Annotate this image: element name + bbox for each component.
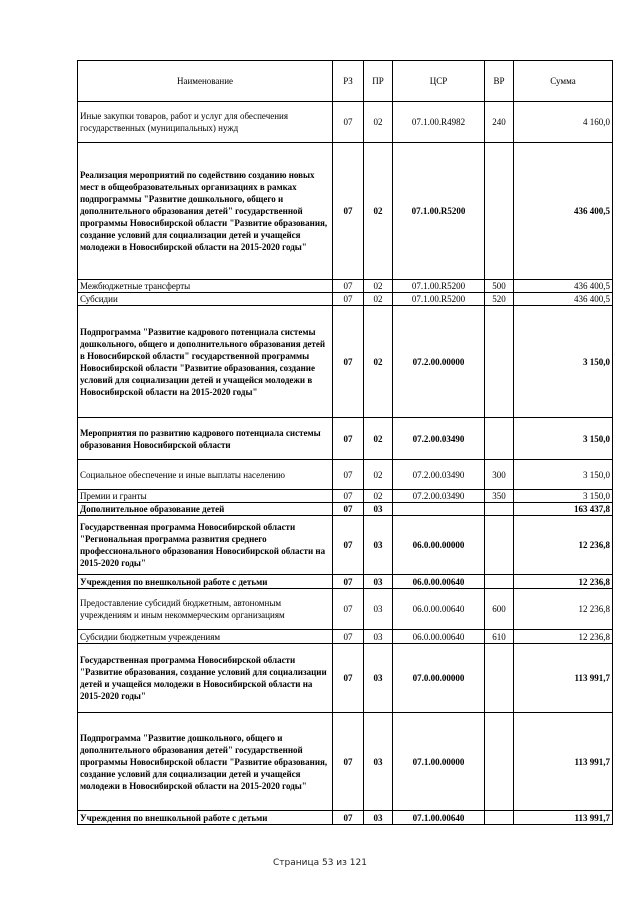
cell-pr: 02 (364, 143, 393, 280)
cell-csr: 07.2.00.03490 (393, 460, 485, 490)
cell-rz: 07 (333, 418, 364, 460)
cell-name: Премии и гранты (78, 490, 333, 503)
cell-vr (485, 713, 514, 811)
cell-name: Реализация мероприятий по содействию созданию новых мест в общеобразовательных организациях в рамках подпрограммы "Развитие дошкольного, общего и дополнительного образования детей" государственной программы Новосибирской области "Развитие образования, создание условий для социализации детей и учащейся молодежи в Новосибирской области на 2015-2020 годы" (78, 143, 333, 280)
table-row (78, 143, 613, 280)
cell-csr: 06.0.00.00640 (393, 630, 485, 644)
cell-name: Предоставление субсидий бюджетным, автономным учреждениям и иным некоммерческим организациям (78, 589, 333, 630)
cell-csr: 07.0.00.00000 (393, 644, 485, 713)
cell-sum: 3 150,0 (514, 460, 613, 490)
cell-sum: 3 150,0 (514, 490, 613, 503)
cell-pr: 03 (364, 811, 393, 825)
cell-csr: 07.2.00.03490 (393, 490, 485, 503)
cell-rz: 07 (333, 516, 364, 575)
cell-csr: 07.1.00.R5200 (393, 143, 485, 280)
cell-rz: 07 (333, 460, 364, 490)
cell-csr: 07.1.00.00000 (393, 713, 485, 811)
cell-vr (485, 418, 514, 460)
cell-vr (485, 575, 514, 589)
cell-name: Социальное обеспечение и иные выплаты населению (78, 460, 333, 490)
cell-sum: 436 400,5 (514, 293, 613, 306)
header-csr: ЦСР (393, 61, 485, 102)
cell-pr: 02 (364, 306, 393, 418)
table-header-row (78, 61, 613, 102)
cell-vr (485, 644, 514, 713)
cell-rz: 07 (333, 811, 364, 825)
table-row (78, 644, 613, 713)
cell-pr: 02 (364, 460, 393, 490)
cell-sum: 12 236,8 (514, 630, 613, 644)
cell-csr: 07.2.00.03490 (393, 418, 485, 460)
budget-table (77, 60, 613, 825)
table-row (78, 713, 613, 811)
cell-pr: 02 (364, 293, 393, 306)
page-number: Страница 53 из 121 (273, 858, 367, 868)
table-row (78, 589, 613, 630)
cell-sum: 436 400,5 (514, 143, 613, 280)
cell-name: Субсидии (78, 293, 333, 306)
cell-rz: 07 (333, 280, 364, 293)
cell-vr (485, 503, 514, 516)
table-row (78, 418, 613, 460)
cell-name: Мероприятия по развитию кадрового потенциала системы образования Новосибирской области (78, 418, 333, 460)
cell-pr: 02 (364, 418, 393, 460)
cell-pr: 02 (364, 102, 393, 143)
table-row (78, 293, 613, 306)
cell-rz: 07 (333, 575, 364, 589)
cell-sum: 113 991,7 (514, 811, 613, 825)
cell-pr: 03 (364, 644, 393, 713)
cell-pr: 03 (364, 575, 393, 589)
cell-rz: 07 (333, 143, 364, 280)
cell-sum: 113 991,7 (514, 644, 613, 713)
cell-name: Учреждения по внешкольной работе с детьми (78, 575, 333, 589)
cell-name: Иные закупки товаров, работ и услуг для обеспечения государственных (муниципальных) нужд (78, 102, 333, 143)
table-row (78, 630, 613, 644)
header-name: Наименование (78, 61, 333, 102)
cell-name: Учреждения по внешкольной работе с детьми (78, 811, 333, 825)
cell-sum: 3 150,0 (514, 306, 613, 418)
cell-sum: 12 236,8 (514, 575, 613, 589)
header-vr: ВР (485, 61, 514, 102)
cell-vr: 240 (485, 102, 514, 143)
cell-csr: 06.0.00.00640 (393, 589, 485, 630)
cell-sum: 113 991,7 (514, 713, 613, 811)
cell-csr: 07.2.00.00000 (393, 306, 485, 418)
cell-rz: 07 (333, 102, 364, 143)
cell-rz: 07 (333, 630, 364, 644)
cell-csr: 06.0.00.00640 (393, 575, 485, 589)
cell-name: Государственная программа Новосибирской области "Развитие образования, создание условий для социализации детей и учащейся молодежи в Новосибирской области на 2015-2020 годы" (78, 644, 333, 713)
cell-sum: 4 160,0 (514, 102, 613, 143)
cell-rz: 07 (333, 589, 364, 630)
cell-vr: 350 (485, 490, 514, 503)
cell-pr: 03 (364, 713, 393, 811)
cell-csr: 07.1.00.00640 (393, 811, 485, 825)
cell-vr (485, 143, 514, 280)
cell-sum: 436 400,5 (514, 280, 613, 293)
cell-rz: 07 (333, 293, 364, 306)
cell-vr: 610 (485, 630, 514, 644)
cell-vr: 300 (485, 460, 514, 490)
table-row (78, 811, 613, 825)
cell-pr: 03 (364, 630, 393, 644)
cell-vr (485, 516, 514, 575)
cell-pr: 02 (364, 280, 393, 293)
table-row (78, 516, 613, 575)
table-row (78, 280, 613, 293)
cell-rz: 07 (333, 306, 364, 418)
header-pr: ПР (364, 61, 393, 102)
cell-csr (393, 503, 485, 516)
table-row (78, 102, 613, 143)
cell-csr: 07.1.00.R5200 (393, 293, 485, 306)
cell-pr: 02 (364, 490, 393, 503)
table-row (78, 575, 613, 589)
cell-rz: 07 (333, 644, 364, 713)
cell-pr: 03 (364, 589, 393, 630)
table-row (78, 503, 613, 516)
cell-name: Подпрограмма "Развитие дошкольного, общего и дополнительного образования детей" государственной программы Новосибирской области "Развитие образования, создание условий для социализации детей и учащейся молодежи в Новосибирской области на 2015-2020 годы" (78, 713, 333, 811)
cell-sum: 3 150,0 (514, 418, 613, 460)
cell-name: Межбюджетные трансферты (78, 280, 333, 293)
table-row (78, 490, 613, 503)
header-sum: Сумма (514, 61, 613, 102)
cell-pr: 03 (364, 503, 393, 516)
cell-vr: 520 (485, 293, 514, 306)
table-row (78, 460, 613, 490)
cell-name: Государственная программа Новосибирской области "Региональная программа развития среднего профессионального образования Новосибирской области на 2015-2020 годы" (78, 516, 333, 575)
table-row (78, 306, 613, 418)
cell-name: Подпрограмма "Развитие кадрового потенциала системы дошкольного, общего и дополнительного образования детей в Новосибирской области" государственной программы Новосибирской области "Развитие образования, создание условий для социализации детей и учащейся молодежи в Новосибирской области на 2015-2020 годы" (78, 306, 333, 418)
cell-name: Субсидии бюджетным учреждениям (78, 630, 333, 644)
cell-sum: 12 236,8 (514, 589, 613, 630)
cell-csr: 07.1.00.R5200 (393, 280, 485, 293)
cell-rz: 07 (333, 713, 364, 811)
cell-rz: 07 (333, 490, 364, 503)
cell-vr: 600 (485, 589, 514, 630)
cell-vr (485, 306, 514, 418)
cell-sum: 12 236,8 (514, 516, 613, 575)
cell-csr: 06.0.00.00000 (393, 516, 485, 575)
cell-csr: 07.1.00.R4982 (393, 102, 485, 143)
cell-name: Дополнительное образование детей (78, 503, 333, 516)
cell-vr (485, 811, 514, 825)
cell-rz: 07 (333, 503, 364, 516)
cell-sum: 163 437,8 (514, 503, 613, 516)
header-rz: РЗ (333, 61, 364, 102)
cell-pr: 03 (364, 516, 393, 575)
cell-vr: 500 (485, 280, 514, 293)
